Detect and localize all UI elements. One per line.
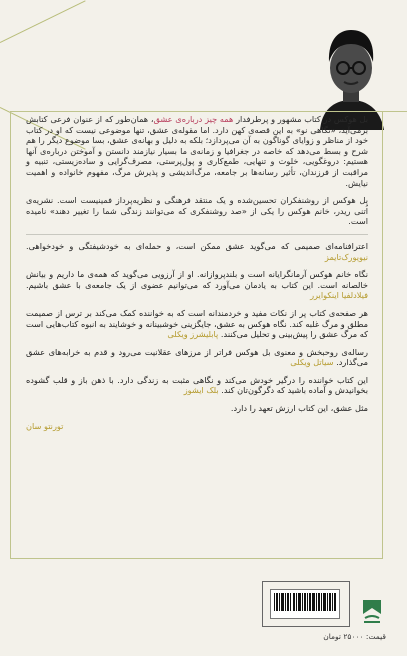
review-text: رساله‌ی روحبخش و معنوی بل هوکس فراتر از مرزهای عقلانیت می‌رود و قدم به خرابه‌های عشق می‌گذارد. (26, 346, 368, 368)
barcode-icon (262, 581, 356, 629)
review-quote (26, 347, 368, 368)
intro-paragraph (26, 114, 368, 188)
publisher-logo-icon (359, 596, 385, 626)
decorative-line (0, 0, 86, 43)
review-text: این کتاب خواننده را درگیر خودش می‌کند و نگاهی مثبت به زندگی دارد. با ذهن باز و قلب گشوده بخوانیدش و آماده باشید که دگرگون‌تان کند. (26, 374, 368, 396)
review-source: بلک ایشوز (183, 385, 219, 396)
review-source: تورنتو سان (26, 420, 64, 431)
review-quote (26, 269, 368, 301)
review-attribution (26, 421, 368, 432)
review-quote (26, 375, 368, 396)
intro-text: ، همان‌طور که از عنوان فرعی کتابش برمی‌آید، «نگاهی نو» به این قصه‌ی کهن دارد. اما مقوله‌ی عشق، تنها موضوعی نیست که او در کتاب خود از مناظر و زوایای گوناگون به آن می‌پردازد؛ بلکه به دلیل و بهانه‌ی عشق، بسا موضوع دیگر را هم شرح و بسط می‌دهد که خاصه در جغرافیا و زمانه‌ی ما بسیار نیازمند دانستن و آموختن درباره‌ی آنها هستیم: دروغگویی، خلوت و تنهایی، طمع‌کاری و پول‌پرستی، مصرف‌گرایی و ساده‌زیستی، تنبیه و مراقبت از فرزندان، تأثیر رسانه‌ها بر جامعه، مرگ‌اندیشی و پذیرش مرگ، مفهوم خانواده و اهمیت نیایش. (26, 114, 368, 188)
review-text: هر صفحه‌ی کتاب پر از نکات مفید و خردمندانه است که به خواننده کمک می‌کند بر ترس از صمیمت مطلق و مرگ غلبه کند. نگاه هوکس به عشق، جایگزینی خوشبینانه و خوشایند به انبوه کتاب‌هایی است که مرگ عشق را پیش‌بینی و تحلیل می‌کنند. (26, 307, 368, 340)
review-source: پابلیشرز ویکلی (167, 329, 219, 340)
book-title: همه چیز درباره‌ی عشق (153, 114, 234, 124)
barcode (270, 589, 340, 619)
review-source: فیلادلفیا اینکوایرر (310, 290, 368, 301)
review-text: نگاه خانم هوکس آرمانگرایانه است و بلندپروازانه. او از آرزویی می‌گوید که همه‌ی ما داریم و بیانش خالصانه است. این کتاب به یادمان می‌آورد که می‌توانیم عضوی از یک جامعه‌ی با عشق باشیم. (26, 269, 368, 290)
back-cover-text (26, 114, 368, 554)
review-text: اعترافنامه‌ای صمیمی که می‌گوید عشق ممکن است، و حمله‌ای به خودشیفتگی و خودخواهی. (26, 240, 368, 251)
divider (26, 234, 368, 235)
intro-text: بل هوکس در کتاب مشهور و پرطرفدار (233, 114, 368, 124)
frame-accent-line (377, 111, 407, 112)
review-text: مثل عشق، این کتاب ارزش تعهد را دارد. (230, 403, 368, 414)
review-quote (26, 403, 368, 414)
price-label: قیمت: ۲۵۰۰۰ تومان (323, 632, 386, 641)
author-paragraph: بل هوکس از روشنفکران تحسین‌شده و یک منتقد فرهنگی و نظریه‌پرداز فمینیست است. نشریه‌ی اُتنی ریدر، خانم هوکس را یکی از «صد روشنفکری که می‌توانند زندگی شما را تغییر دهند» نامیده است. (26, 195, 368, 227)
review-source: سیاتل ویکلی (290, 357, 334, 368)
review-quote (26, 308, 368, 340)
review-source: نیویورک‌تایمز (324, 251, 368, 262)
review-quote (26, 241, 368, 262)
